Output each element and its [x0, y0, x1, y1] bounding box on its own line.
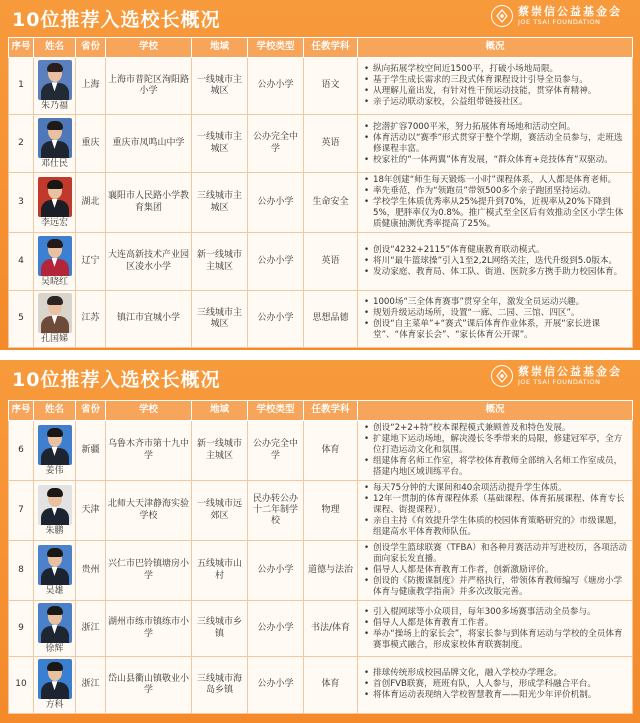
school-type-cell: 公办小学 [248, 601, 304, 657]
col-name-header: 姓名 [34, 401, 76, 421]
summary-item: • 每天75分钟的大课间和40余项活动提升学生体质。 [364, 483, 628, 494]
principal-name: 姜伟 [45, 465, 64, 476]
col-region-header: 地域 [192, 401, 248, 421]
principal-cell [34, 601, 76, 657]
table-row [9, 291, 633, 348]
summary-item: • 亲自主持《有效提升学生体质的校园体育策略研究的》市级课题，组建高水平体育教师队伍。 [364, 516, 628, 538]
foundation-name-cn: 蔡崇信公益基金会 [518, 365, 622, 379]
summary-item: • 举办“操场上的家长会”，将家长参与到体育运动与学校的全员体育赛事模式融合，形成家校体育联赛制度。 [364, 629, 628, 651]
summary-item: • 创设“2+2+特”校本课程模式兼顾普及和特色发展。 [364, 423, 628, 434]
school-cell: 重庆市凤鸣山中学 [106, 115, 192, 173]
subject-cell: 体育 [304, 421, 358, 481]
summary-item: • 基于学生成长需求的三段式体育课程设计引导全员参与。 [364, 75, 628, 86]
summary-cell [358, 291, 633, 348]
table-row [9, 601, 633, 657]
school-type-cell: 公办小学 [248, 233, 304, 291]
school-type-cell: 公办小学 [248, 173, 304, 233]
school-type-cell: 民办转公办十二年制学校 [248, 481, 304, 541]
school-cell: 岱山县衢山镇敬业小学 [106, 657, 192, 713]
table-row [9, 115, 633, 173]
foundation-logo-icon [491, 365, 513, 387]
summary-item: • 规划升级运动场所，设置“一廊、二园、三馆、四区”。 [364, 308, 628, 319]
school-type-cell: 公办完全中学 [248, 421, 304, 481]
summary-item: • 创设的《防搬课制度》并严格执行，带领体育教师编写《塘房小学体育与健康教学指南》并多次改版完善。 [364, 576, 628, 598]
summary-cell [358, 541, 633, 601]
foundation-brand [491, 5, 622, 27]
foundation-name-en: JOE TSAI FOUNDATION [518, 378, 601, 387]
principal-cell [34, 421, 76, 481]
summary-item: • 校家社的“一体两翼”体育发展，“群众体育+竞技体育”双驱动。 [364, 155, 628, 166]
summary-cell [358, 115, 633, 173]
summary-item: • 率先垂范，作为“领跑员”带领500多个亲子跑团坚持运动。 [364, 186, 628, 197]
col-province-header: 省份 [76, 401, 106, 421]
principal-cell [34, 115, 76, 173]
summary-cell [358, 601, 633, 657]
region-cell: 五线城市山村 [192, 541, 248, 601]
summary-item: • 首创FVB联赛，班班有队，人人参与，形成学科融合平台。 [364, 679, 628, 690]
principal-name: 李远宏 [40, 217, 68, 228]
principal-name: 孔国娣 [40, 334, 68, 345]
summary-item: • 体育活动以“赛季”形式贯穿于整个学期，赛活动全员参与，走班选修课程丰富。 [364, 133, 628, 155]
region-cell: 三线城市主城区 [192, 173, 248, 233]
panel-title: 10位推荐入选校长概况 [12, 9, 221, 31]
school-type-cell: 公办完全中学 [248, 115, 304, 173]
province-cell: 浙江 [76, 657, 106, 713]
school-type-cell: 公办小学 [248, 657, 304, 713]
summary-item: • 亲子运动联动家校，公益组带链接社区。 [364, 97, 628, 108]
province-cell: 重庆 [76, 115, 106, 173]
subject-cell: 思想品德 [304, 291, 358, 348]
principal-photo [38, 293, 72, 333]
summary-item: • 创设“自主菜单”+“赛式”课后体育作业体系，开展“家长进课堂”、“体育家长会”、“家长体育公开课”。 [364, 319, 628, 341]
subject-cell: 物理 [304, 481, 358, 541]
principal-photo [38, 659, 72, 699]
col-name-header: 姓名 [34, 38, 76, 58]
col-school-type-header: 学校类型 [248, 401, 304, 421]
foundation-brand [491, 365, 622, 387]
region-cell: 三线城市海岛乡镇 [192, 657, 248, 713]
province-cell: 江苏 [76, 291, 106, 348]
province-cell: 贵州 [76, 541, 106, 601]
principal-name: 徐辉 [45, 644, 64, 654]
principal-name: 邓仕民 [40, 158, 68, 169]
subject-cell: 体育 [304, 657, 358, 713]
principal-photo [38, 177, 72, 217]
col-school-header: 学校 [106, 401, 192, 421]
principals-table [8, 400, 633, 714]
school-type-cell: 公办小学 [248, 541, 304, 601]
summary-item: • 将川“最牛篮球操”引入1至2,2L网络关注，迭代升级到5.0版本。 [364, 256, 628, 267]
foundation-name-cn: 蔡崇信公益基金会 [518, 5, 622, 19]
row-number: 5 [9, 291, 34, 348]
principal-name: 吴晓红 [40, 276, 68, 287]
principal-photo [38, 118, 72, 158]
summary-item: • 1000场“三全体育赛事”贯穿全年，激发全员运动兴趣。 [364, 297, 628, 308]
school-cell: 湖州市练市镇练市小学 [106, 601, 192, 657]
principal-cell [34, 58, 76, 115]
summary-item: • 倡导人人都是体育教育工作者，创新激励评价。 [364, 565, 628, 576]
province-cell: 新疆 [76, 421, 106, 481]
row-number: 2 [9, 115, 34, 173]
principal-cell [34, 291, 76, 348]
summary-cell [358, 58, 633, 115]
col-region-header: 地域 [192, 38, 248, 58]
principal-cell [34, 481, 76, 541]
foundation-logo-icon [491, 5, 513, 27]
principal-name: 朱乃福 [40, 101, 68, 112]
subject-cell: 书法/体育 [304, 601, 358, 657]
school-cell: 乌鲁木齐市第十九中学 [106, 421, 192, 481]
principal-name: 吴雄 [45, 585, 64, 596]
principals-panel-1 [0, 0, 640, 350]
table-row [9, 421, 633, 481]
summary-item: • 将体育运动表现纳入学校智慧教育——阳光少年评价机制。 [364, 690, 628, 701]
province-cell: 辽宁 [76, 233, 106, 291]
subject-cell: 生命安全 [304, 173, 358, 233]
school-cell: 兴仁市巴铃镇塘房小学 [106, 541, 192, 601]
principal-photo [38, 485, 72, 525]
principal-photo [38, 425, 72, 465]
subject-cell: 英语 [304, 233, 358, 291]
region-cell: 三线城市乡镇 [192, 601, 248, 657]
foundation-name-en: JOE TSAI FOUNDATION [518, 18, 601, 27]
table-header-row [9, 401, 633, 421]
row-number: 7 [9, 481, 34, 541]
summary-item: • 纵向拓展学校空间近1500平，打破小场地局限。 [364, 64, 628, 75]
school-type-cell: 公办小学 [248, 58, 304, 115]
principal-cell [34, 233, 76, 291]
row-number: 9 [9, 601, 34, 657]
summary-cell [358, 233, 633, 291]
region-cell: 一线城市远郊区 [192, 481, 248, 541]
province-cell: 浙江 [76, 601, 106, 657]
col-subject-header: 任教学科 [304, 38, 358, 58]
principals-table [8, 37, 633, 348]
principal-cell [34, 541, 76, 601]
panel-header [0, 360, 640, 394]
principal-photo [38, 545, 72, 585]
principals-panel-2 [0, 360, 640, 723]
summary-item: • 从理解儿童出发，有针对性干预运动技能，贯穿体育精神。 [364, 86, 628, 97]
principal-photo [38, 236, 72, 276]
summary-cell [358, 481, 633, 541]
table-row [9, 657, 633, 713]
school-type-cell: 公办小学 [248, 291, 304, 348]
principal-cell [34, 657, 76, 713]
province-cell: 天津 [76, 481, 106, 541]
table-row [9, 58, 633, 115]
summary-cell [358, 173, 633, 233]
subject-cell: 语文 [304, 58, 358, 115]
school-cell: 镇江市宜城小学 [106, 291, 192, 348]
table-row [9, 541, 633, 601]
col-summary-header: 概况 [358, 401, 633, 421]
school-cell: 上海市普陀区洵阳路小学 [106, 58, 192, 115]
region-cell: 一线城市主城区 [192, 115, 248, 173]
summary-item: • 引入棍网球等小众项目，每年300多场赛事活动全员参与。 [364, 607, 628, 618]
summary-item: • 发动家庭、教育局、体工队、街道、医院多方携手助力校园体育。 [364, 267, 628, 278]
row-number: 1 [9, 58, 34, 115]
row-number: 4 [9, 233, 34, 291]
province-cell: 湖北 [76, 173, 106, 233]
summary-item: • 18年创建“师生每天锻炼一小时”课程体系，人人都是体育老师。 [364, 175, 628, 186]
province-cell: 上海 [76, 58, 106, 115]
row-number: 10 [9, 657, 34, 713]
principal-name: 朱鹏 [45, 525, 64, 536]
region-cell: 新一线城市主城区 [192, 233, 248, 291]
col-number-header: 序号 [9, 401, 34, 421]
col-school-type-header: 学校类型 [248, 38, 304, 58]
table-row [9, 173, 633, 233]
panel-separator [0, 350, 640, 360]
principal-cell [34, 173, 76, 233]
col-subject-header: 任教学科 [304, 401, 358, 421]
row-number: 3 [9, 173, 34, 233]
subject-cell: 道德与法治 [304, 541, 358, 601]
table-row [9, 481, 633, 541]
summary-item: • 挖潜扩容7000平米，努力拓展体育场地和活动空间。 [364, 122, 628, 133]
summary-item: • 扩建地下运动场地，解决漫长冬季带来的局限，修建冠军亭，全方位打造运动文化和氛围。 [364, 434, 628, 456]
principal-photo [38, 60, 72, 100]
summary-cell [358, 657, 633, 713]
region-cell: 一线城市主城区 [192, 58, 248, 115]
summary-item: • 倡导人人都是体育教育工作者。 [364, 618, 628, 629]
summary-item: • 创设学生篮球联赛（TFBA）和各种月赛活动并写进校历，各项活动面向家长发直播。 [364, 543, 628, 565]
row-number: 6 [9, 421, 34, 481]
principal-photo [38, 603, 72, 643]
school-cell: 襄阳市人民路小学教育集团 [106, 173, 192, 233]
col-number-header: 序号 [9, 38, 34, 58]
summary-item: • 组建体育名师工作室，将学校体育教师全部纳入名师工作室成员，搭建内地区域训练平台。 [364, 456, 628, 478]
col-school-header: 学校 [106, 38, 192, 58]
row-number: 8 [9, 541, 34, 601]
summary-cell [358, 421, 633, 481]
school-cell: 北师大天津静海实验学校 [106, 481, 192, 541]
summary-item: • 创设“4232+2115”体育健康教育联动模式。 [364, 245, 628, 256]
panel-header [0, 0, 640, 34]
summary-item: • 12年一贯制的体育课程体系（基础课程、体育拓展课程、体育专长课程、街提课程）。 [364, 494, 628, 516]
summary-item: • 排球传统形成校园品牌文化，融入学校办学理念。 [364, 668, 628, 679]
col-summary-header: 概况 [358, 38, 633, 58]
region-cell: 三线城市主城区 [192, 291, 248, 348]
panel-title: 10位推荐入选校长概况 [12, 369, 221, 391]
table-row [9, 233, 633, 291]
subject-cell: 英语 [304, 115, 358, 173]
principal-name: 方科 [45, 700, 64, 711]
col-province-header: 省份 [76, 38, 106, 58]
summary-item: • 学校学生体质优秀率从25%提升到70%，近视率从20%下降到5%，肥胖率仅为0.8%。推广模式至全区后有效推动全区小学生体质健康抽测优秀率提高了25%。 [364, 197, 628, 230]
region-cell: 新一线城市主城区 [192, 421, 248, 481]
school-cell: 大连高新技术产业园区凌水小学 [106, 233, 192, 291]
table-header-row [9, 38, 633, 58]
